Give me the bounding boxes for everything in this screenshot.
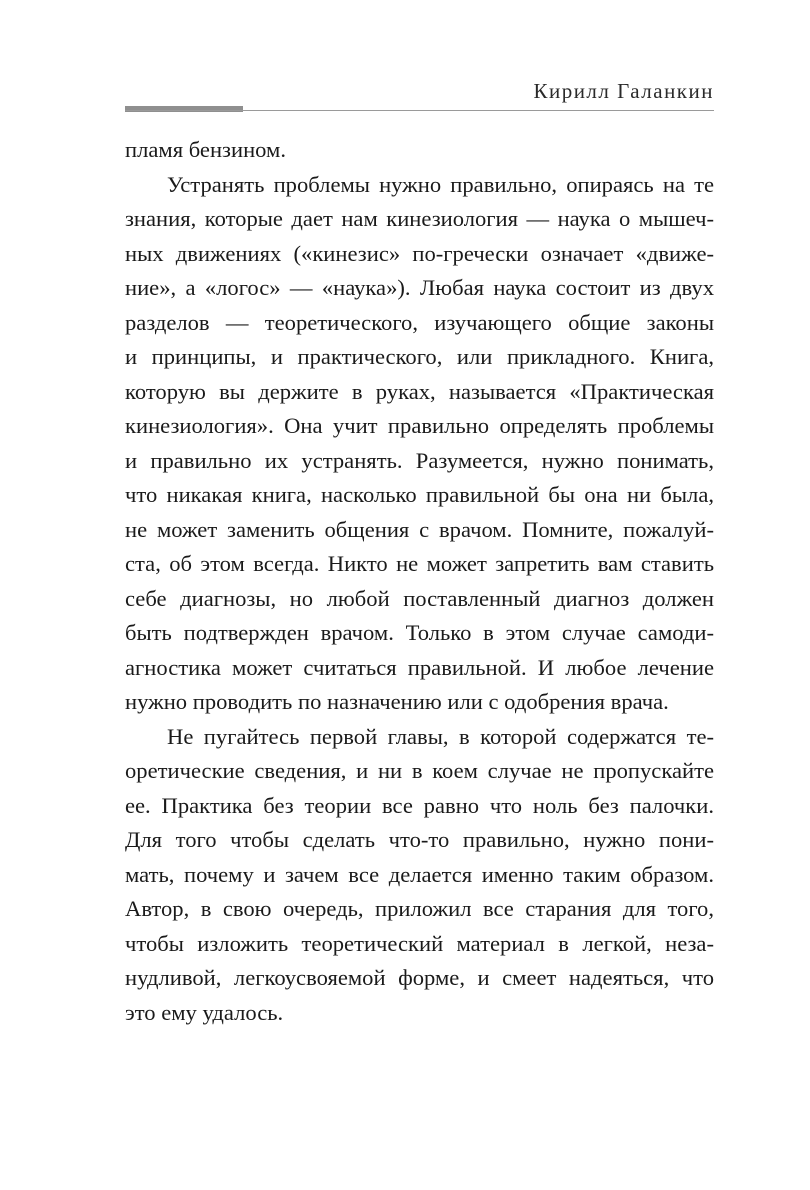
text-line: Не пугайтесь первой главы, в которой содержатся те-: [167, 723, 714, 749]
text-line: знания, которые дает нам кинезиология — наука о мышеч-: [125, 206, 714, 231]
text-line: себе диагнозы, но любой поставленный диагноз должен: [125, 585, 714, 611]
running-head: Кирилл Галанкин: [533, 79, 714, 103]
text-line: чтобы изложить теоретический материал в легкой, неза-: [125, 930, 714, 956]
text-line: агностика может считаться правильной. И любое лечение: [125, 654, 714, 680]
text-line: ние», а «логос» — «наука»). Любая наука состоит из двух: [125, 275, 714, 300]
text-line: ста, об этом всегда. Никто не может запретить вам ставить: [125, 551, 714, 576]
text-line: кинезиология». Она учит правильно определять проблемы: [125, 413, 714, 438]
text-line: Автор, в свою очередь, приложил все старания для того,: [125, 896, 714, 921]
text-line: быть подтвержден врачом. Только в этом случае самоди-: [125, 620, 714, 645]
text-line: и правильно их устранять. Разумеется, нужно понимать,: [125, 447, 714, 473]
body-text: [125, 133, 714, 1030]
text-line: которую вы держите в руках, называется «Практическая: [125, 378, 714, 404]
text-line: нудливой, легкоусвояемой форме, и смеет надеяться, что: [125, 965, 714, 990]
text-line: ных движениях («кинезис» по-гречески означает «движе-: [125, 240, 714, 266]
text-line: Устранять проблемы нужно правильно, опираясь на те: [167, 171, 714, 197]
text-line: и принципы, и практического, или прикладного. Книга,: [125, 344, 714, 369]
text-line: разделов — теоретического, изучающего общие законы: [125, 309, 714, 335]
text-line: Для того чтобы сделать что-то правильно, нужно пони-: [125, 827, 714, 852]
header-rule: [125, 110, 714, 111]
text-line: ее. Практика без теории все равно что ноль без палочки.: [125, 792, 714, 818]
text-line: не может заменить общения с врачом. Помните, пожалуй-: [125, 516, 714, 542]
text-line: оретические сведения, и ни в коем случае не пропускайте: [125, 758, 714, 783]
text-line: это ему удалось.: [125, 999, 284, 1025]
text-line: что никакая книга, насколько правильной бы она ни была,: [125, 482, 714, 507]
text-line: мать, почему и зачем все делается именно таким образом.: [125, 861, 714, 887]
text-line: нужно проводить по назначению или с одобрения врача.: [125, 689, 669, 714]
text-line: пламя бензином.: [125, 137, 286, 162]
header-accent-bar: [125, 106, 243, 112]
